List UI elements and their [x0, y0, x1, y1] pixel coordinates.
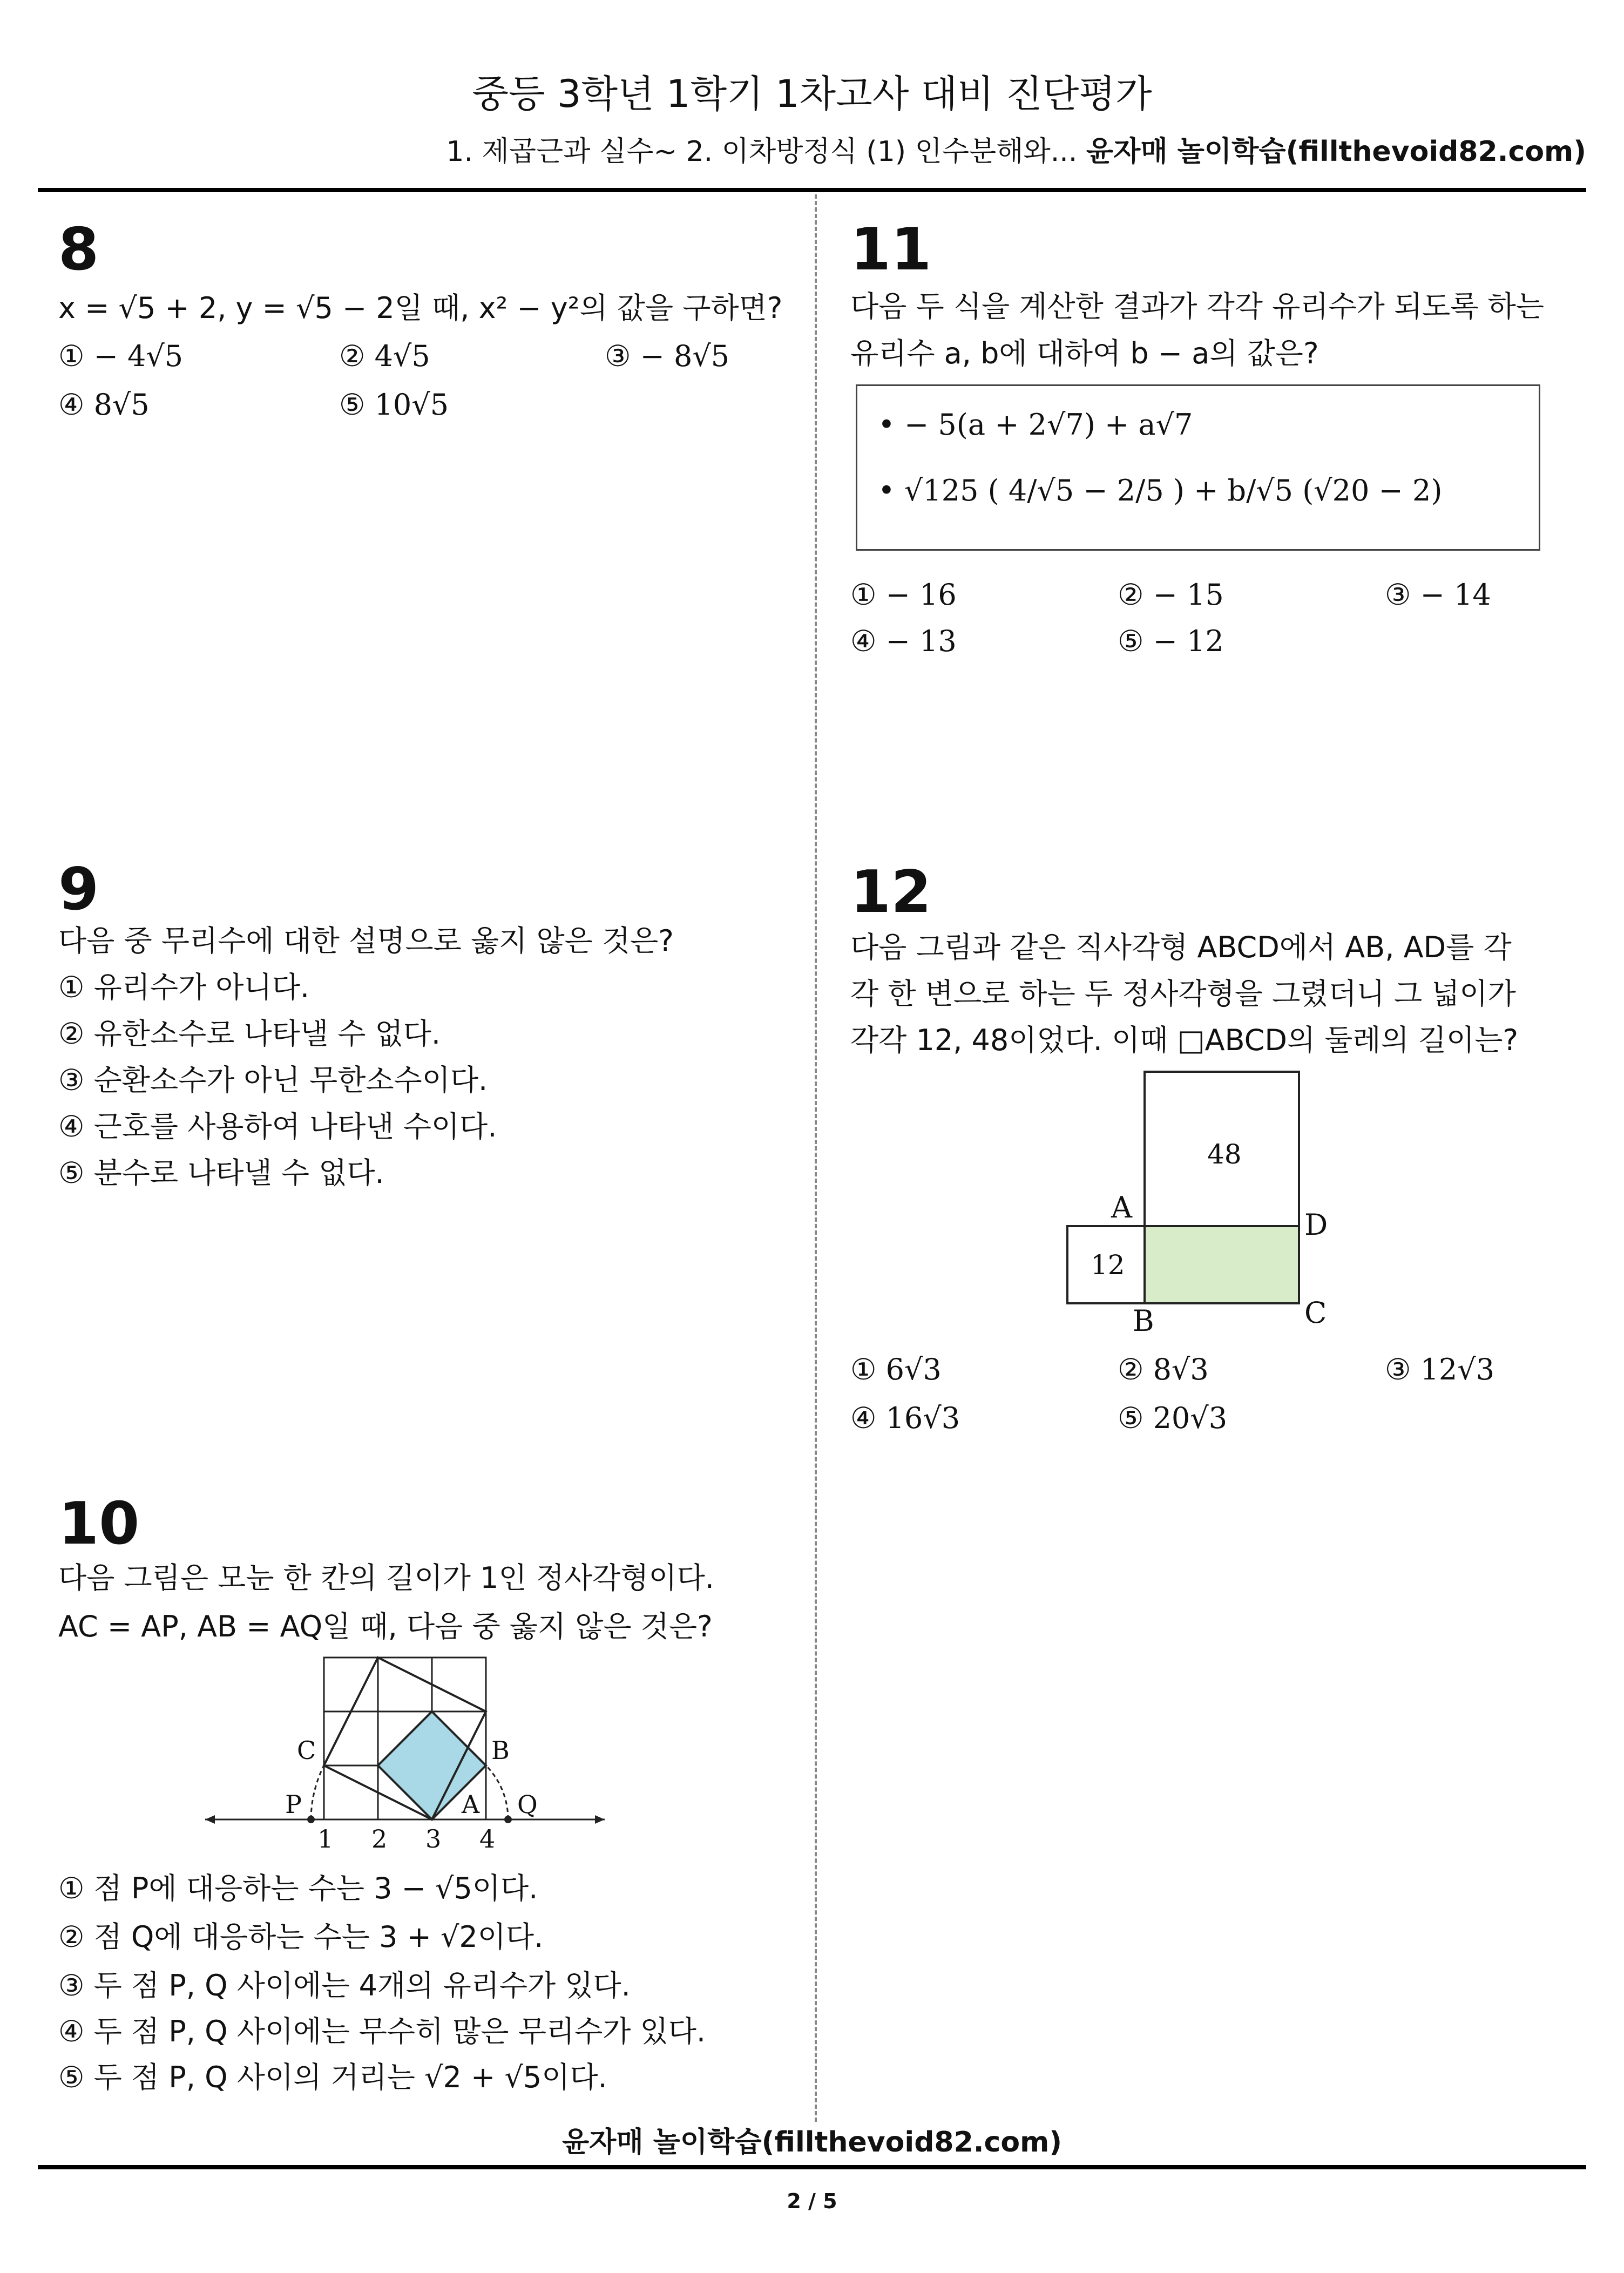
point-q: [504, 1816, 512, 1823]
tick-4: 4: [479, 1824, 496, 1852]
q8-choice-1[interactable]: ① − 4√5: [58, 339, 184, 373]
q8-number: 8: [58, 216, 99, 283]
q12-choice-3[interactable]: ③ 12√3: [1385, 1352, 1495, 1386]
q12-line2: 각 한 변으로 하는 두 정사각형을 그렸더니 그 넓이가: [850, 977, 1516, 1011]
q10-figure: [205, 1647, 615, 1852]
q10-line1: 다음 그림은 모눈 한 칸의 길이가 1인 정사각형이다.: [58, 1561, 714, 1595]
q11-choice-2[interactable]: ② − 15: [1118, 578, 1224, 612]
label-c: C: [1304, 1296, 1327, 1330]
q12-choice-5[interactable]: ⑤ 20√3: [1118, 1401, 1228, 1435]
q10-choice-3[interactable]: ③ 두 점 P, Q 사이에는 4개의 유리수가 있다.: [58, 1968, 631, 2003]
q11-line1: 다음 두 식을 계산한 결과가 각각 유리수가 되도록 하는: [850, 289, 1544, 323]
q8-choice-5[interactable]: ⑤ 10√5: [339, 388, 449, 422]
q8-choice-3[interactable]: ③ − 8√5: [605, 339, 730, 373]
q8-text: x = √5 + 2, y = √5 − 2일 때, x² − y²의 값을 구하면?: [58, 291, 783, 325]
q11-line2: 유리수 a, b에 대하여 b − a의 값은?: [850, 336, 1319, 370]
q9-number: 9: [58, 856, 99, 923]
q11-choice-3[interactable]: ③ − 14: [1385, 578, 1491, 612]
label-b: B: [1133, 1304, 1154, 1338]
left-arrow: [205, 1815, 215, 1824]
label-d: D: [1304, 1208, 1328, 1242]
q11-bullet-1: • − 5(a + 2√7) + a√7: [878, 408, 1193, 442]
q12-choice-1[interactable]: ① 6√3: [850, 1352, 942, 1386]
page-title: 중등 3학년 1학기 1차고사 대비 진단평가: [472, 72, 1152, 116]
q10-choice-2[interactable]: ② 점 Q에 대응하는 수는 3 + √2이다.: [58, 1920, 544, 1954]
subtitle-unit: 1. 제곱근과 실수~ 2. 이차방정식 (1) 인수분해와...: [446, 136, 1078, 168]
rectangle-abcd: [1145, 1226, 1299, 1303]
q11-expression-box: [856, 384, 1540, 551]
q9-choice-3[interactable]: ③ 순환소수가 아닌 무한소수이다.: [58, 1063, 488, 1097]
label-q: Q: [517, 1790, 538, 1819]
q11-number: 11: [850, 216, 932, 283]
label-p: P: [285, 1790, 302, 1819]
q12-choice-4[interactable]: ④ 16√3: [850, 1401, 960, 1435]
q12-line3: 각각 12, 48이었다. 이때 □ABCD의 둘레의 길이는?: [850, 1023, 1519, 1057]
q10-choice-1[interactable]: ① 점 P에 대응하는 수는 3 − √5이다.: [58, 1871, 538, 1905]
q9-choice-1[interactable]: ① 유리수가 아니다.: [58, 970, 310, 1004]
arc-q: [486, 1765, 508, 1819]
footer-brand: 윤자매 놀이학습(fillthevoid82.com): [561, 2126, 1063, 2159]
label-b: B: [491, 1736, 510, 1765]
q10-line2: AC = AP, AB = AQ일 때, 다음 중 옳지 않은 것은?: [58, 1609, 713, 1643]
right-arrow: [595, 1815, 605, 1824]
q11-choice-1[interactable]: ① − 16: [850, 578, 957, 612]
header-rule: [38, 188, 1586, 192]
q11-bullet-2: • √125 ( 4/√5 − 2/5 ) + b/√5 (√20 − 2): [878, 473, 1443, 508]
label-c: C: [297, 1736, 316, 1765]
point-p: [307, 1816, 315, 1823]
tick-2: 2: [371, 1824, 388, 1852]
tick-3: 3: [425, 1824, 442, 1852]
q10-choice-5[interactable]: ⑤ 두 점 P, Q 사이의 거리는 √2 + √5이다.: [58, 2060, 607, 2094]
label-12: 12: [1091, 1249, 1125, 1281]
label-a: A: [462, 1790, 480, 1819]
footer-rule: [38, 2165, 1586, 2169]
label-48: 48: [1207, 1139, 1242, 1170]
q12-line1: 다음 그림과 같은 직사각형 ABCD에서 AB, AD를 각: [850, 930, 1512, 964]
column-divider: [815, 194, 817, 2122]
q8-choice-2[interactable]: ② 4√5: [339, 339, 430, 373]
q9-choice-4[interactable]: ④ 근호를 사용하여 나타낸 수이다.: [58, 1110, 497, 1144]
arc-p: [311, 1765, 324, 1819]
q9-choice-2[interactable]: ② 유한소수로 나타낼 수 없다.: [58, 1017, 441, 1051]
q9-choice-5[interactable]: ⑤ 분수로 나타낼 수 없다.: [58, 1156, 384, 1190]
q12-choice-2[interactable]: ② 8√3: [1118, 1352, 1209, 1386]
q9-text: 다음 중 무리수에 대한 설명으로 옳지 않은 것은?: [58, 924, 674, 958]
q10-choice-4[interactable]: ④ 두 점 P, Q 사이에는 무수히 많은 무리수가 있다.: [58, 2014, 706, 2048]
page-number: 2 / 5: [787, 2189, 837, 2213]
q11-choice-4[interactable]: ④ − 13: [850, 624, 957, 658]
q10-number: 10: [58, 1490, 140, 1558]
label-a: A: [1111, 1190, 1132, 1225]
q12-figure: [1053, 1061, 1355, 1342]
q11-choice-5[interactable]: ⑤ − 12: [1118, 624, 1224, 658]
tick-1: 1: [317, 1824, 334, 1852]
q8-choice-4[interactable]: ④ 8√5: [58, 388, 150, 422]
page-subtitle: [446, 128, 1586, 169]
subtitle-brand: 윤자매 놀이학습(fillthevoid82.com): [1086, 136, 1586, 168]
q12-number: 12: [850, 858, 932, 926]
